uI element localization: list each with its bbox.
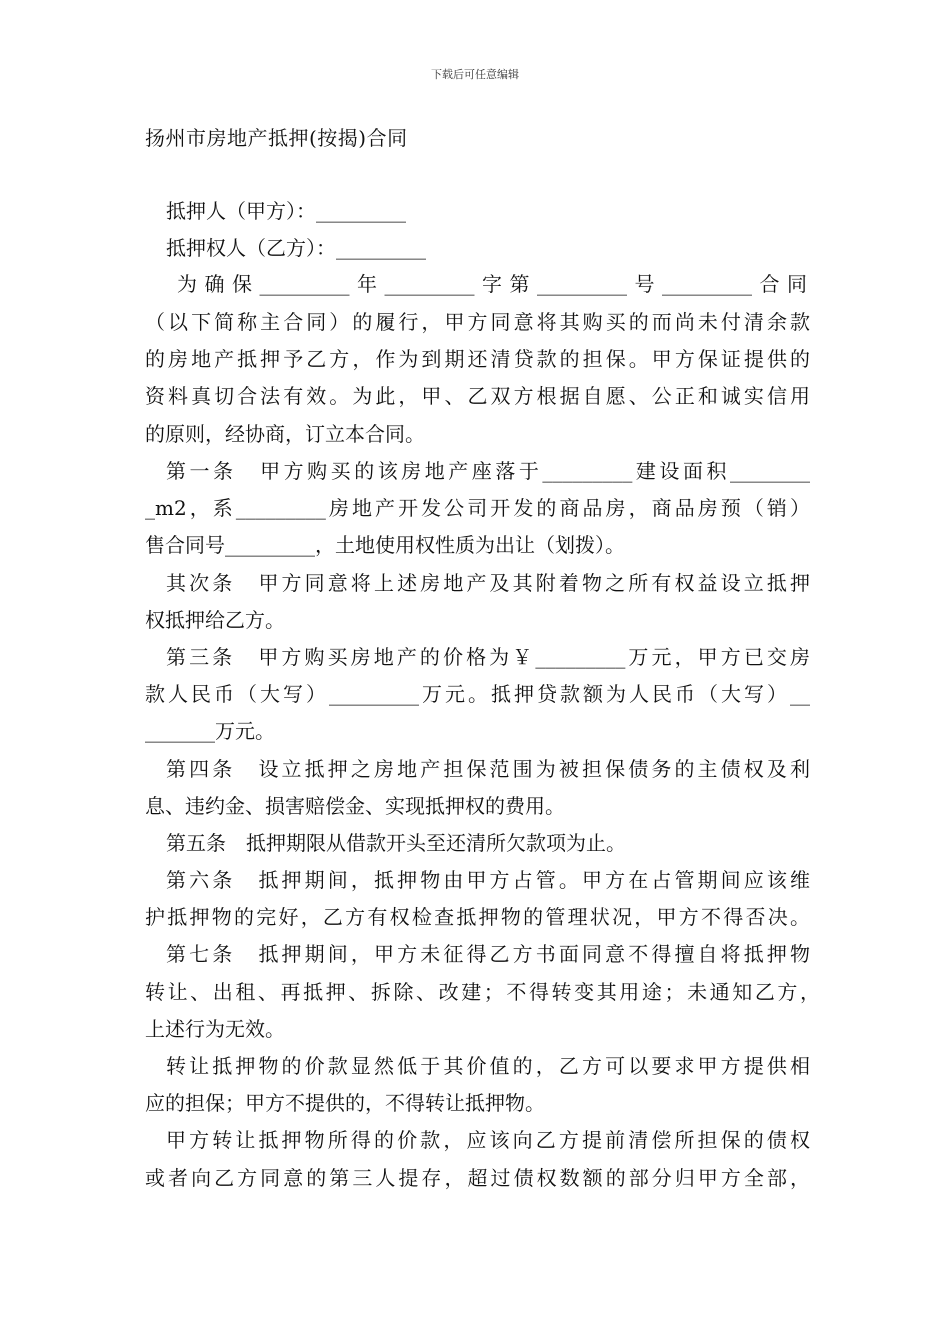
text-line: 抵押人（甲方）：_________ (166, 199, 406, 223)
text-line: 护抵押物的完好，乙方有权检查抵押物的管理状况，甲方不得否决。 (145, 905, 810, 929)
text-line: 其次条 甲方同意将上述房地产及其附着物之所有权益设立抵押 (166, 571, 810, 595)
text-line: 上述行为无效。 (145, 1017, 285, 1041)
text-line: 第四条 设立抵押之房地产担保范围为被担保债务的主债权及利 (166, 757, 810, 781)
text-line: 权抵押给乙方。 (145, 608, 285, 632)
document-title: 扬州市房地产抵押(按揭)合同 (145, 126, 408, 150)
text-line: 第五条 抵押期限从借款开头至还清所欠款项为止。 (166, 831, 626, 855)
text-line: 或者向乙方同意的第三人提存，超过债权数额的部分归甲方全部， (145, 1166, 810, 1190)
text-line: 应的担保；甲方不提供的，不得转让抵押物。 (145, 1091, 545, 1115)
text-line: 第六条 抵押期间，抵押物由甲方占管。甲方在占管期间应该维 (166, 868, 810, 892)
text-line: 售合同号_________，土地使用权性质为出让（划拨）。 (145, 533, 625, 557)
page-header-note: 下载后可任意编辑 (431, 68, 519, 81)
text-line: 为确保_________年_________字第_________号_________合同 (177, 272, 807, 296)
text-line: 资料真切合法有效。为此，甲、乙双方根据自愿、公正和诚实信用 (145, 384, 810, 408)
text-line: 第一条 甲方购买的该房地产座落于_________建设面积________ (166, 459, 810, 483)
text-line: 转让、出租、再抵押、拆除、改建；不得转变其用途；未通知乙方， (145, 980, 820, 1004)
text-line: 甲方转让抵押物所得的价款，应该向乙方提前清偿所担保的债权 (166, 1128, 810, 1152)
text-line: 的原则，经协商，订立本合同。 (145, 422, 425, 446)
text-line: 第三条 甲方购买房地产的价格为￥_________万元，甲方已交房 (166, 645, 810, 669)
text-line: 款人民币（大写）_________万元。抵押贷款额为人民币（大写）__ (145, 682, 810, 706)
text-line: （以下简称主合同）的履行，甲方同意将其购买的而尚未付清余款 (145, 310, 810, 334)
text-line: 第七条 抵押期间，甲方未征得乙方书面同意不得擅自将抵押物 (166, 942, 810, 966)
text-line: _m2，系_________房地产开发公司开发的商品房，商品房预（销） (145, 496, 810, 520)
text-line: _______万元。 (145, 719, 275, 743)
text-line: 息、违约金、损害赔偿金、实现抵押权的费用。 (145, 794, 565, 818)
text-line: 的房地产抵押予乙方，作为到期还清贷款的担保。甲方保证提供的 (145, 347, 810, 371)
text-line: 抵押权人（乙方）：_________ (166, 236, 426, 260)
text-line: 转让抵押物的价款显然低于其价值的，乙方可以要求甲方提供相 (166, 1054, 810, 1078)
